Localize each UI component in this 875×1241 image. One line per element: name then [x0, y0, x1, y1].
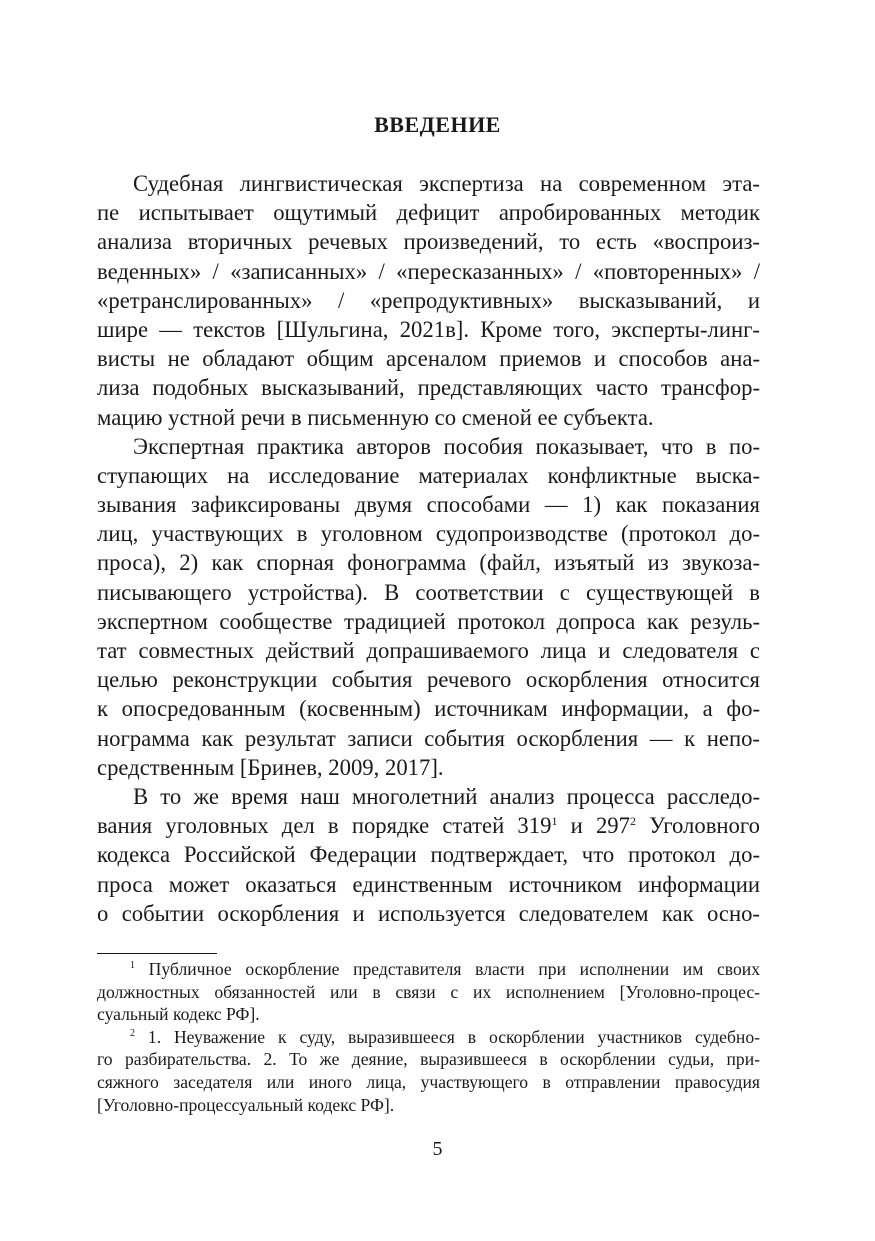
footnote-text: Публичное оскорбление представителя власти при исполнении им своих — [135, 959, 760, 979]
footnote-line: должностных обязанностей или в связи с их исполнением [Уголовно-процес- — [97, 981, 760, 1002]
text-line: висты не обладают общим арсеналом приемов и способов ана- — [97, 346, 760, 372]
text-line: кодекса Российской Федерации подтверждает, что протокол до- — [97, 842, 760, 868]
text-line: веденных» / «записанных» / «пересказанных» / «повторенных» / — [97, 258, 760, 284]
text-line: ступающих на исследование материалах конфликтные выска- — [97, 462, 760, 488]
text-line: «ретранслированных» / «репродуктивных» высказываний, и — [97, 287, 760, 313]
footnote-1 — [97, 958, 760, 1026]
text-line: проса может оказаться единственным источником информации — [97, 871, 760, 897]
text-line: экспертном сообществе традицией протокол допроса как резуль- — [97, 608, 760, 634]
text-line: Судебная лингвистическая экспертиза на современном эта- — [133, 171, 760, 196]
footnote-line — [97, 958, 760, 981]
footnote-marker: 1 — [130, 960, 135, 971]
footnote-line: [Уголовно-процессуальный кодекс РФ]. — [97, 1094, 395, 1115]
text-line: шире — текстов [Шульгина, 2021в]. Кроме того, эксперты-линг- — [97, 316, 760, 342]
text-line: В то же время наш многолетний анализ процесса расследо- — [133, 783, 760, 809]
text-line: писывающего устройства). В соответствии с существующей в — [97, 579, 760, 605]
text-line: целью реконструкции события речевого оскорбления относится — [97, 667, 760, 693]
page-number: 5 — [432, 1138, 443, 1160]
footnote-ref-2[interactable]: 2 — [629, 814, 636, 829]
page-title: ВВЕДЕНИЕ — [374, 112, 501, 137]
text-line: зывания зафиксированы двумя способами — 1) как показания — [97, 492, 760, 518]
text-line: к опосредованным (косвенным) источникам информации, а фо- — [97, 696, 760, 722]
footnote-line: суальный кодекс РФ]. — [97, 1004, 260, 1025]
footnote-line — [97, 1026, 760, 1049]
paragraph-1 — [97, 169, 760, 432]
footnote-line: сяжного заседателя или иного лица, участвующего в отправлении правосудия — [97, 1071, 760, 1092]
text-line: тат совместных действий допрашиваемого лица и следователя с — [97, 638, 760, 663]
text-line: проса), 2) как спорная фонограмма (файл, изъятый из звукоза- — [97, 550, 760, 576]
footnote-marker: 2 — [130, 1027, 135, 1039]
body-text — [97, 169, 760, 928]
text-line: пе испытывает ощутимый дефицит апробированных методик — [97, 200, 760, 226]
footnote-2 — [97, 1026, 760, 1116]
footnote-text: 1. Неуважение к суду, выразившееся в оскорблении участников судебно- — [135, 1026, 760, 1047]
footnotes — [97, 958, 760, 1116]
text-line: лиц, участвующих в уголовном судопроизводстве (протокол до- — [97, 521, 760, 547]
text-span: вания уголовных дел в порядке статей 319 — [97, 813, 552, 839]
footnote-divider — [97, 953, 217, 954]
text-span: Уголовного — [635, 813, 760, 839]
text-line: средственным [Бринев, 2009, 2017]. — [97, 754, 444, 780]
footnote-line: го разбирательства. 2. То же деяние, выразившееся в оскорблении судьи, при- — [97, 1049, 760, 1070]
text-line: мацию устной речи в письменную со сменой ее субъекта. — [97, 404, 654, 430]
paragraph-3 — [97, 782, 760, 928]
text-line: анализа вторичных речевых произведений, то есть «воспроиз- — [97, 229, 760, 255]
text-line: Экспертная практика авторов пособия показывает, что в по- — [133, 433, 760, 459]
text-line: нограмма как результат записи события оскорбления — к непо- — [97, 725, 760, 751]
footnote-ref-1[interactable]: 1 — [551, 814, 558, 829]
paragraph-2 — [97, 432, 760, 782]
text-span: и 297 — [557, 813, 630, 839]
text-line — [97, 811, 760, 840]
text-line: о событии оскорбления и используется следователем как осно- — [97, 900, 760, 926]
text-line: лиза подобных высказываний, представляющих часто трансфор- — [97, 375, 760, 401]
